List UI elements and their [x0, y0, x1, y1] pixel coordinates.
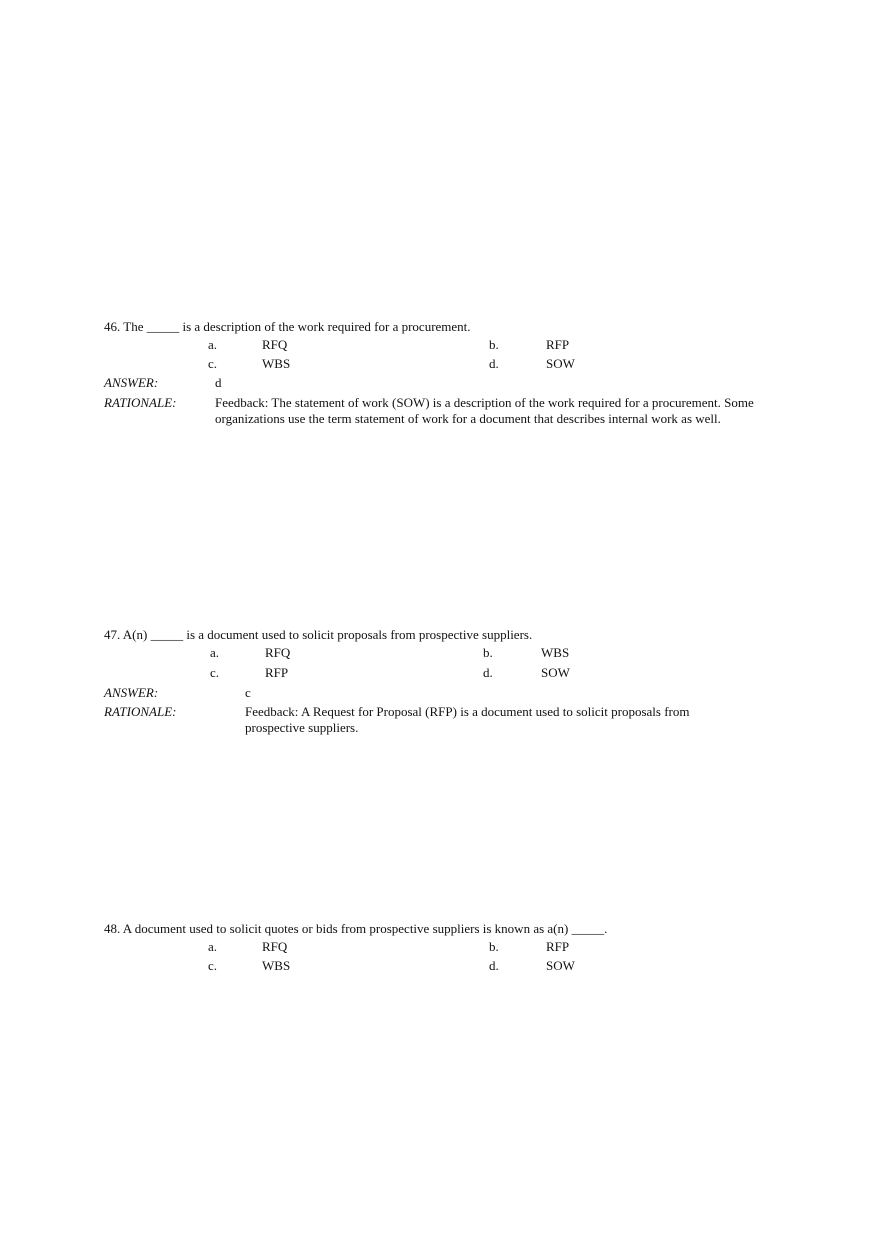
question-stem: 46. The _____ is a description of the work required for a procurement. [104, 319, 471, 334]
option-letter: c. [210, 665, 220, 680]
rationale-text: Feedback: A Request for Proposal (RFP) is a document used to solicit proposals from prospective suppliers. [245, 704, 690, 735]
option-letter: d. [483, 665, 493, 680]
rationale-label: RATIONALE: [104, 704, 177, 719]
option-text: SOW [546, 356, 575, 371]
answer-value: d [215, 375, 222, 390]
option-text: SOW [546, 958, 575, 973]
option-text: SOW [541, 665, 570, 680]
option-text: RFQ [262, 939, 288, 954]
option-text: RFQ [265, 645, 291, 660]
option-text: RFP [546, 337, 570, 352]
answer-label: ANSWER: [104, 375, 159, 390]
option-letter: b. [483, 645, 493, 660]
rationale-text: Feedback: The statement of work (SOW) is a description of the work required for a procurement. Some organizations use the term statement of work for a document that describes internal work as well. [215, 395, 754, 426]
option-letter: c. [208, 958, 218, 973]
option-letter: b. [489, 337, 499, 352]
option-letter: d. [489, 958, 499, 973]
option-text: WBS [262, 356, 291, 371]
question-stem: 48. A document used to solicit quotes or bids from prospective suppliers is known as a(n) _____. [104, 921, 608, 936]
option-text: RFQ [262, 337, 288, 352]
option-text: RFP [265, 665, 289, 680]
answer-label: ANSWER: [104, 685, 159, 700]
option-letter: d. [489, 356, 499, 371]
option-text: RFP [546, 939, 570, 954]
option-text: WBS [262, 958, 291, 973]
option-letter: a. [208, 337, 218, 352]
question-stem: 47. A(n) _____ is a document used to solicit proposals from prospective suppliers. [104, 627, 533, 642]
option-letter: a. [210, 645, 220, 660]
rationale-label: RATIONALE: [104, 395, 177, 410]
answer-value: c [245, 685, 251, 700]
option-text: WBS [541, 645, 570, 660]
option-letter: a. [208, 939, 218, 954]
option-letter: c. [208, 356, 218, 371]
option-letter: b. [489, 939, 499, 954]
